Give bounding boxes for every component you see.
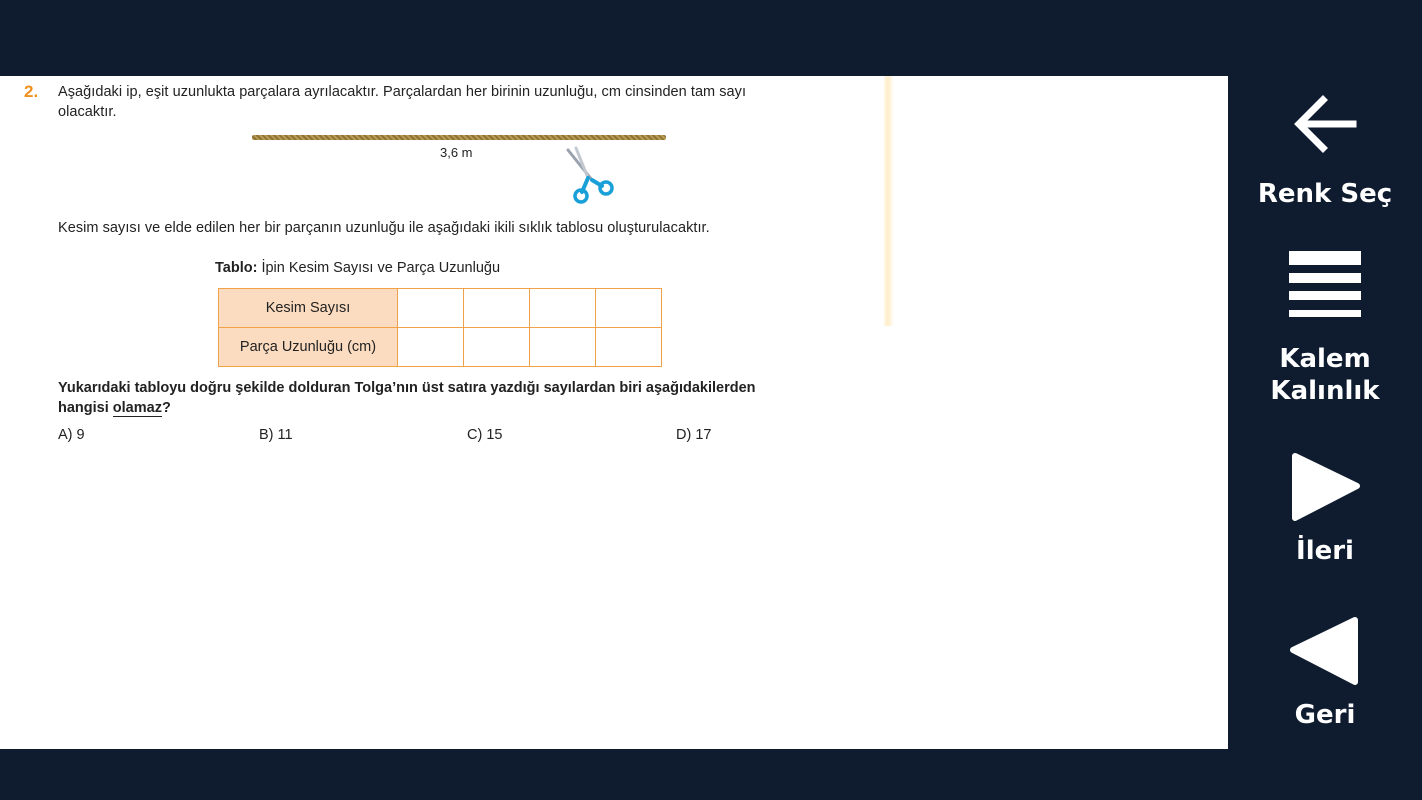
pen-thickness-label-1: Kalem <box>1279 344 1371 374</box>
scissors-icon <box>562 146 618 206</box>
document-page <box>0 76 1228 749</box>
question-text-line1: Aşağıdaki ip, eşit uzunlukta parçalara ayrılacaktır. Parçalardan her birinin uzunluğu, cm cinsinden tam sayı <box>58 84 747 100</box>
table-cell <box>596 289 662 328</box>
menu-lines-icon <box>1289 250 1361 322</box>
prompt-emphasis: olamaz <box>112 400 162 416</box>
prompt-line2-post: ? <box>161 400 171 416</box>
prompt-line1: Yukarıdaki tabloyu doğru şekilde dolduran Tolga’nın üst satıra yazdığı sayılardan biri aşağıdakilerden <box>58 380 756 396</box>
page-fold-shadow <box>884 76 894 326</box>
row-header-cut-count: Kesim Sayısı <box>219 289 398 328</box>
question-text-line2: olacaktır. <box>58 104 117 120</box>
table-cell <box>398 328 464 367</box>
table-row <box>219 289 662 328</box>
back-arrow-button[interactable] <box>1228 88 1422 165</box>
table-cell <box>464 328 530 367</box>
table-caption-bold: Tablo: <box>215 260 258 276</box>
pen-thickness-label-2: Kalınlık <box>1270 376 1380 406</box>
rope-illustration <box>252 135 666 140</box>
instruction-text: Kesim sayısı ve elde edilen her bir parçanın uzunluğu ile aşağıdaki ikili sıklık tablosu oluşturulacaktır. <box>58 220 710 236</box>
back-label: Geri <box>1294 700 1356 730</box>
frequency-table <box>218 288 662 367</box>
question-number: 2. <box>24 82 39 101</box>
table-cell <box>530 328 596 367</box>
back-button[interactable] <box>1228 614 1422 731</box>
table-cell <box>596 328 662 367</box>
color-select-button[interactable] <box>1228 170 1422 210</box>
table-caption <box>215 260 500 276</box>
play-left-icon <box>1289 614 1361 686</box>
table-cell <box>398 289 464 328</box>
tool-sidebar <box>1228 0 1422 800</box>
rope-length-label: 3,6 m <box>440 145 473 160</box>
arrow-left-icon <box>1289 88 1361 160</box>
forward-button[interactable] <box>1228 450 1422 567</box>
option-b[interactable]: B) 11 <box>259 427 293 443</box>
option-a[interactable]: A) 9 <box>58 427 85 443</box>
forward-label: İleri <box>1296 536 1354 566</box>
prompt-line2-pre: hangisi <box>58 400 113 416</box>
row-header-piece-length: Parça Uzunluğu (cm) <box>219 328 398 367</box>
table-row <box>219 328 662 367</box>
prompt-line2 <box>58 400 171 416</box>
play-right-icon <box>1289 450 1361 522</box>
table-cell <box>530 289 596 328</box>
pen-thickness-button[interactable] <box>1228 250 1422 407</box>
color-select-label: Renk Seç <box>1257 179 1393 209</box>
option-c[interactable]: C) 15 <box>467 427 503 443</box>
table-cell <box>464 289 530 328</box>
table-caption-rest: İpin Kesim Sayısı ve Parça Uzunluğu <box>257 260 501 276</box>
option-d[interactable]: D) 17 <box>676 427 712 443</box>
